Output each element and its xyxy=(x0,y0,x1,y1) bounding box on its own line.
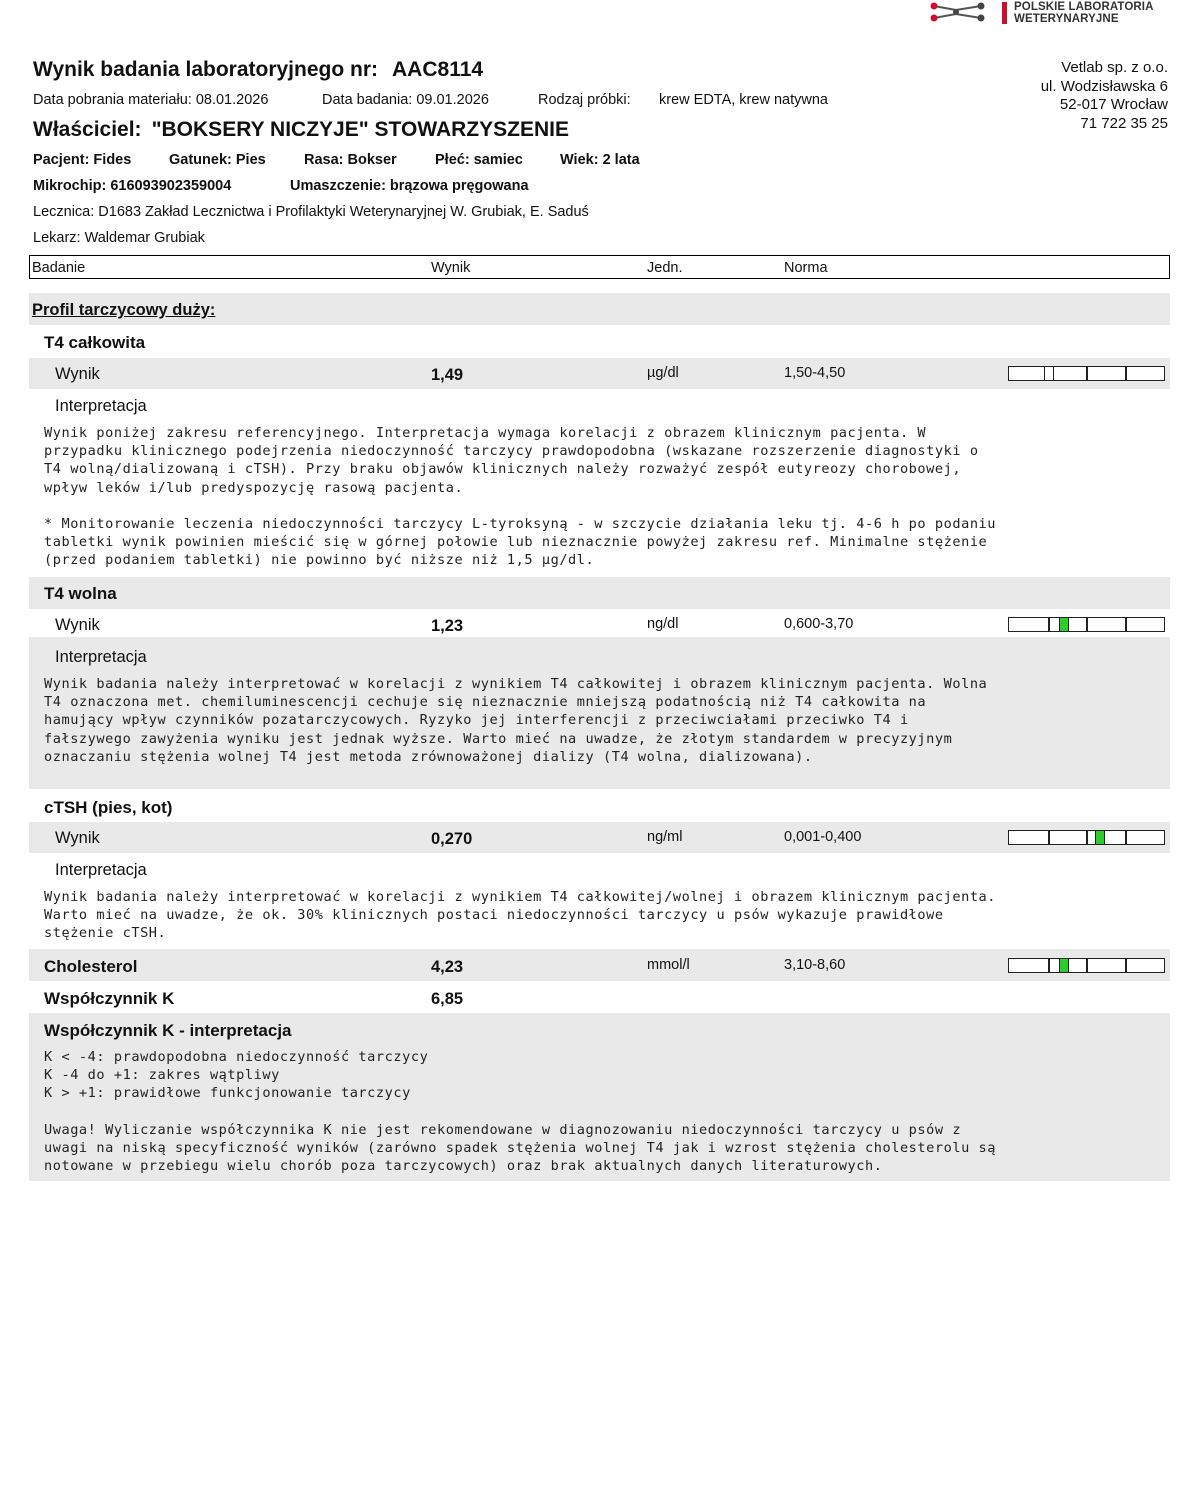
cholesterol-gauge xyxy=(1008,958,1165,973)
k-factor-interpretation: K < -4: prawdopodobna niedoczynność tarczycy K -4 do +1: zakres wątpliwy K > +1: prawidłowe funkcjonowanie tarczycy Uwaga! Wyliczanie współczynnika K nie jest rekomendowane w diagnozowaniu niedoczynności tarczycy u psów z uwagi na niską specyficzność wyników (zarówno spadek stężenia wolnej T4 jak i wzrost stężenia cholesterolu są notowane w przebiegu wielu chorób poza tarczycowych) oraz brak aktualnych danych literaturowych. xyxy=(44,1049,997,1175)
col-test: Badanie xyxy=(32,260,86,276)
logo-line-2: WETERYNARYJNE xyxy=(1014,13,1119,25)
gauge-marker xyxy=(1095,831,1105,844)
owner-name: "BOKSERY NICZYJE" STOWARZYSZENIE xyxy=(151,118,569,141)
t4-free-result-label: Wynik xyxy=(55,616,100,634)
t4-total-gauge xyxy=(1008,366,1165,381)
ctsh-norm: 0,001-0,400 xyxy=(784,829,862,845)
gauge-tick xyxy=(1048,831,1050,844)
t4-total-interp-label: Interpretacja xyxy=(55,397,147,415)
col-result: Wynik xyxy=(431,260,471,276)
sample-value: krew EDTA, krew natywna xyxy=(659,92,828,108)
cholesterol-title: Cholesterol xyxy=(44,957,138,976)
t4-total-value: 1,49 xyxy=(431,366,464,384)
lab-name: Vetlab sp. z o.o. xyxy=(1061,59,1168,76)
logo-accent-bar xyxy=(1002,2,1007,24)
t4-free-norm: 0,600-3,70 xyxy=(784,616,854,632)
ctsh-result-label: Wynik xyxy=(55,829,100,847)
exam-date: Data badania: 09.01.2026 xyxy=(322,92,489,108)
cholesterol-band xyxy=(29,949,1170,981)
ctsh-result-band xyxy=(29,822,1170,853)
patient-name: Pacjent: Fides xyxy=(33,152,132,168)
t4-total-interpretation: Wynik poniżej zakresu referencyjnego. Interpretacja wymaga korelacji z obrazem klinicznym pacjenta. W przypadku klinicznego podejrzenia niedoczynność tarczycy prawdopodobna (wskazane rozszerzenie diagnostyki o T4 wolną/dializowaną i cTSH). Przy braku objawów klinicznych należy rozważyć zespół eutyreozy chorobowej, wpływ leków i/lub predyspozycję rasową pacjenta. * Monitorowanie leczenia niedoczynności tarczycy L-tyroksyną - w szczycie działania leku tj. 4-6 h po podaniu tabletki wynik powinien mieścić się w górnej połowie lub nieznacznie powyżej zakresu ref. Minimalne stężenie (przed podaniem tabletki) nie powinno być niższe niż 1,5 µg/dl. xyxy=(44,425,997,569)
ctsh-gauge xyxy=(1008,830,1165,845)
t4-free-result-band xyxy=(29,609,1170,637)
lab-phone: 71 722 35 25 xyxy=(1080,114,1168,132)
cholesterol-value: 4,23 xyxy=(431,958,464,976)
collection-date: Data pobrania materiału: 08.01.2026 xyxy=(33,92,269,108)
gauge-tick xyxy=(1086,618,1088,631)
sample-label: Rodzaj próbki: xyxy=(538,92,631,108)
ctsh-interpretation: Wynik badania należy interpretować w korelacji z wynikiem T4 całkowitej/wolnej i obrazem klinicznym pacjenta. Warto mieć na uwadze, że ok. 30% klinicznych postaci niedoczynności tarczycy u psów wykazuje prawidłowe stężenie cTSH. xyxy=(44,889,997,942)
report-title-label: Wynik badania laboratoryjnego nr: xyxy=(33,58,379,81)
lab-address xyxy=(1041,59,1168,133)
gauge-tick xyxy=(1125,618,1127,631)
t4-free-title: T4 wolna xyxy=(44,584,117,603)
t4-total-result-band xyxy=(29,358,1170,389)
owner-label: Właściciel: xyxy=(33,118,142,141)
lab-city: 52-017 Wrocław xyxy=(1059,96,1168,113)
table-header xyxy=(29,255,1170,279)
col-unit: Jedn. xyxy=(647,260,683,276)
gauge-tick xyxy=(1086,959,1088,972)
gauge-tick xyxy=(1125,831,1127,844)
section-title: Profil tarczycowy duży: xyxy=(32,301,216,319)
patient-coat: Umaszczenie: brązowa pręgowana xyxy=(290,178,529,194)
gauge-tick xyxy=(1048,959,1050,972)
gauge-tick xyxy=(1086,367,1088,380)
t4-total-unit: µg/dl xyxy=(647,365,679,381)
molecule-icon xyxy=(926,0,996,26)
doctor: Lekarz: Waldemar Grubiak xyxy=(33,230,205,246)
t4-free-gauge xyxy=(1008,617,1165,632)
lab-logo xyxy=(926,0,1176,28)
t4-free-unit: ng/dl xyxy=(647,616,679,632)
t4-total-title: T4 całkowita xyxy=(44,333,146,352)
t4-total-result-label: Wynik xyxy=(55,365,100,383)
patient-species: Gatunek: Pies xyxy=(169,152,266,168)
k-factor-title: Współczynnik K xyxy=(44,989,175,1008)
t4-total-norm: 1,50-4,50 xyxy=(784,365,846,381)
col-norm: Norma xyxy=(784,260,828,276)
k-factor-value: 6,85 xyxy=(431,990,464,1008)
patient-breed: Rasa: Bokser xyxy=(304,152,397,168)
report-number: AAC8114 xyxy=(392,58,484,81)
t4-free-interp-label: Interpretacja xyxy=(55,648,147,666)
logo-line-1: POLSKIE LABORATORIA xyxy=(1014,1,1154,13)
t4-free-interpretation: Wynik badania należy interpretować w korelacji z wynikiem T4 całkowitej i obrazem klinicznym pacjenta. Wolna T4 oznaczona met. chemiluminescencji cechuje się nieznacznie mniejszą podatnością niż T4 całkowita na hamujący wpływ czynników pozatarczycowych. Ryzyko jej interferencji z przeciwciałami przeciwko T4 i fałszywego zawyżenia wyniku jest jednak wyższe. Warto mieć na uwadze, że złotym standardem w precyzyjnym oznaczaniu stężenia wolnej T4 jest metoda zrównoważonej dializy (T4 wolna, dializowana). xyxy=(44,676,988,765)
ctsh-interp-label: Interpretacja xyxy=(55,861,147,879)
t4-free-value: 1,23 xyxy=(431,617,464,635)
gauge-tick xyxy=(1048,618,1050,631)
gauge-marker xyxy=(1059,618,1069,631)
k-factor-interp-title: Współczynnik K - interpretacja xyxy=(44,1021,292,1040)
lab-street: ul. Wodzisławska 6 xyxy=(1040,77,1168,95)
owner xyxy=(33,118,569,142)
cholesterol-norm: 3,10-8,60 xyxy=(784,957,846,973)
cholesterol-unit: mmol/l xyxy=(647,957,690,973)
ctsh-value: 0,270 xyxy=(431,830,473,848)
logo-text xyxy=(1014,1,1153,25)
patient-sex: Płeć: samiec xyxy=(435,152,523,168)
patient-microchip: Mikrochip: 616093902359004 xyxy=(33,178,232,194)
ctsh-unit: ng/ml xyxy=(647,829,683,845)
gauge-tick xyxy=(1125,367,1127,380)
ctsh-title: cTSH (pies, kot) xyxy=(44,798,173,817)
report-title xyxy=(33,58,483,82)
clinic: Lecznica: D1683 Zakład Lecznictwa i Profilaktyki Weterynaryjnej W. Grubiak, E. Saduś xyxy=(33,204,589,220)
gauge-marker xyxy=(1044,367,1054,380)
gauge-tick xyxy=(1125,959,1127,972)
gauge-tick xyxy=(1086,831,1088,844)
gauge-marker xyxy=(1059,959,1069,972)
patient-age: Wiek: 2 lata xyxy=(560,152,640,168)
